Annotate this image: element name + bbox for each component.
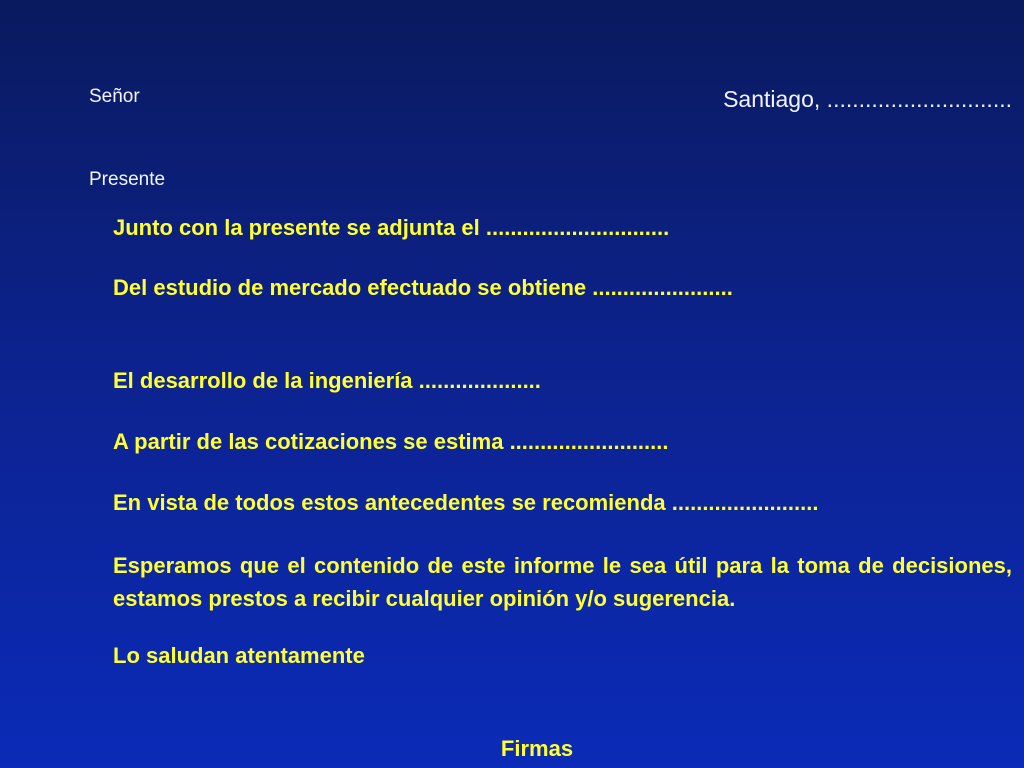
paragraph-attachment: Junto con la presente se adjunta el .............................. — [113, 215, 670, 240]
paragraph-regards: Lo saludan atentamente — [113, 643, 365, 668]
paragraph-closing-hope: Esperamos que el contenido de este informe le sea útil para la toma de decisiones, estamos prestos a recibir cualquier opinión y/o sugerencia. — [113, 553, 1012, 611]
salutation-text: Señor — [89, 86, 140, 107]
paragraph-recommendation: En vista de todos estos antecedentes se recomienda ........................ — [113, 490, 819, 515]
presente-text: Presente — [89, 169, 166, 190]
signatures-label: Firmas — [500, 736, 574, 761]
paragraph-market-study: Del estudio de mercado efectuado se obtiene ....................... — [113, 275, 733, 300]
paragraph-quotations: A partir de las cotizaciones se estima .......................... — [113, 429, 669, 454]
place-date-line: Santiago, ............................. — [723, 86, 1012, 112]
paragraph-engineering: El desarrollo de la ingeniería .................... — [113, 368, 541, 393]
